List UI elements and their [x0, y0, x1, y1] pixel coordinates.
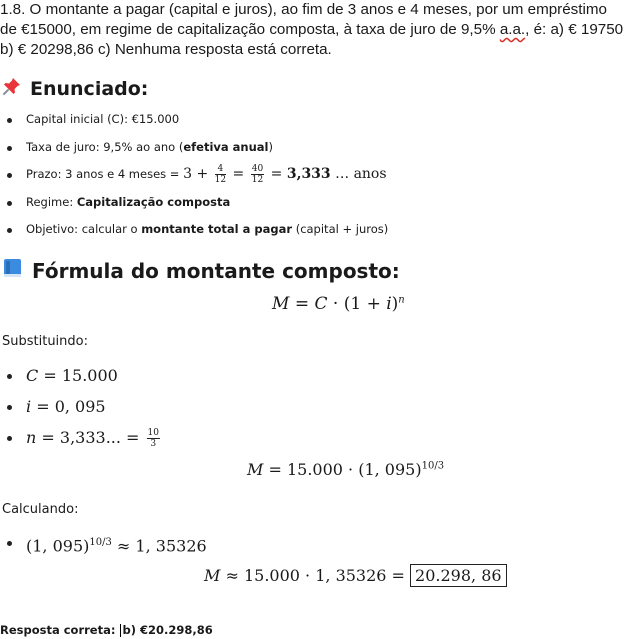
pushpin-icon — [2, 76, 22, 101]
list-item: Taxa de juro: 9,5% ao ano (efetiva anual) — [0, 134, 388, 162]
formula-heading: Fórmula do montante composto: — [2, 257, 400, 284]
calculando-result: M ≈ 15.000 · 1, 35326 = 20.298, 86 — [204, 566, 507, 585]
list-item: Capital inicial (C): €15.000 — [0, 106, 388, 134]
list-item: Regime: Capitalização composta — [0, 189, 388, 217]
substituindo-label: Substituindo: — [2, 334, 88, 349]
list-item: n = 3,333... = $\frac{10}{3}$ — [0, 422, 162, 453]
spellcheck-flagged-word[interactable]: a.a. — [499, 21, 526, 38]
question-text: 1.8. O montante a pagar (capital e juros), ao fim de 3 anos e 4 meses, por um empréstimo de €15000, em regime de capitalização composta, à taxa de juro de 9,5% a.a., é: a) € 19750 b) € 20298,86 c) Nenhuma resposta está correta. — [0, 1, 624, 58]
substituindo-list — [0, 360, 162, 453]
prazo-math: 3 + $\frac{4}{12}$ = $\frac{40}{12}$ = 3,333 … anos — [183, 163, 387, 185]
blue-book-icon — [2, 257, 24, 284]
enunciado-heading: Enunciado: — [2, 76, 148, 101]
list-item: i = 0, 095 — [0, 391, 162, 422]
substituindo-result: M = 15.000 · (1, 095)$^{10/3}$ — [247, 460, 445, 479]
answer-line: Resposta correta: b) €20.298,86 — [0, 623, 213, 637]
list-item: Prazo: 3 anos e 4 meses = 3 + $\frac{4}{12}$ = $\frac{40}{12}$ = 3,333 … anos — [0, 161, 388, 189]
boxed-result: 20.298, 86 — [410, 564, 507, 587]
calculando-list — [0, 527, 207, 558]
list-item: (1, 095)$^{10/3}$ ≈ 1, 35326 — [0, 527, 207, 558]
enunciado-list — [0, 106, 388, 244]
list-item: C = 15.000 — [0, 360, 162, 391]
calculando-label: Calculando: — [2, 502, 79, 517]
list-item: Objetivo: calcular o montante total a pagar (capital + juros) — [0, 216, 388, 244]
formula-main: $M = C \cdot (1 + i)^n$ — [272, 294, 405, 314]
